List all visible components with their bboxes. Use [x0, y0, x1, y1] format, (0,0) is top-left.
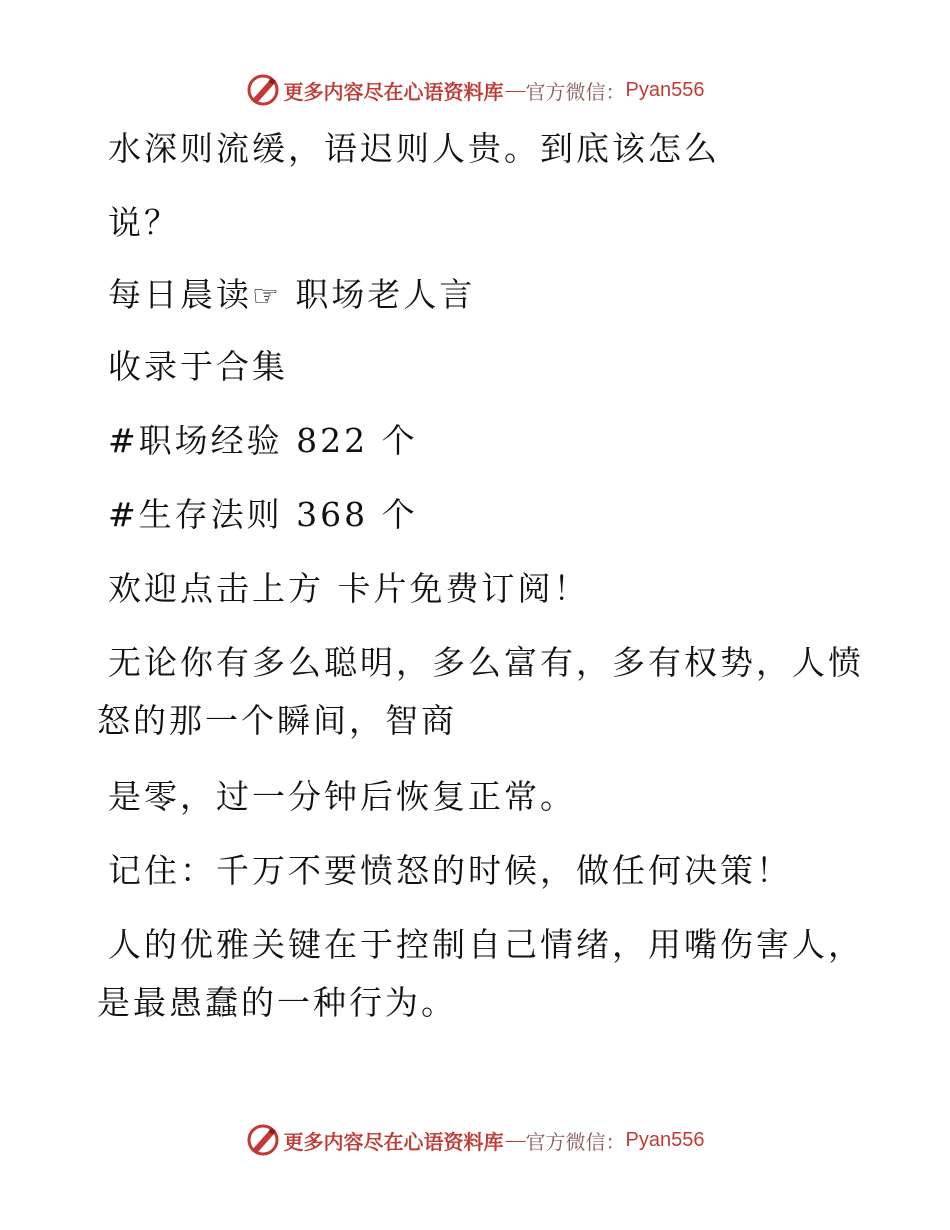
- text-line-4: 收录于合集: [108, 347, 288, 386]
- pen-logo-icon: [246, 73, 280, 107]
- pointing-hand-icon: ☞: [252, 279, 282, 314]
- text-line-1: 水深则流缓，语迟则人贵。到底该怎么: [108, 129, 720, 168]
- header-watermark: [0, 70, 950, 110]
- text-line-3: [108, 275, 476, 314]
- footer-watermark: [0, 1120, 950, 1160]
- text-line-6: #生存法则 368 个: [108, 495, 418, 534]
- watermark-label: 官方微信：: [525, 1131, 626, 1154]
- watermark-label: 官方微信：: [525, 81, 626, 104]
- text-line-12: 人的优雅关键在于控制自己情绪，用嘴伤害人，: [108, 925, 864, 964]
- text-line-13: 是最愚蠢的一种行为。: [97, 983, 457, 1022]
- text-line-2: 说？: [108, 203, 180, 242]
- text-line-9: 怒的那一个瞬间，智商: [97, 701, 457, 740]
- text-line-5: #职场经验 822 个: [108, 421, 418, 460]
- text-line-7: 欢迎点击上方 卡片免费订阅！: [108, 569, 590, 608]
- text-line-3-start: 每日晨读: [108, 275, 252, 314]
- text-line-8: 无论你有多么聪明，多么富有，多有权势，人愤: [108, 643, 864, 682]
- text-line-3-end: 职场老人言: [281, 275, 476, 314]
- watermark-brand: 更多内容尽在心语资料库: [283, 1131, 504, 1154]
- watermark-id: Pyan556: [625, 1128, 705, 1151]
- watermark-dash: —: [505, 1128, 524, 1151]
- text-line-10: 是零，过一分钟后恢复正常。: [108, 777, 576, 816]
- watermark-id: Pyan556: [625, 78, 705, 101]
- watermark-dash: —: [505, 78, 524, 101]
- text-line-11: 记住：千万不要愤怒的时候，做任何决策！: [108, 851, 792, 890]
- watermark-brand: 更多内容尽在心语资料库: [283, 81, 504, 104]
- pen-logo-icon: [246, 1123, 280, 1157]
